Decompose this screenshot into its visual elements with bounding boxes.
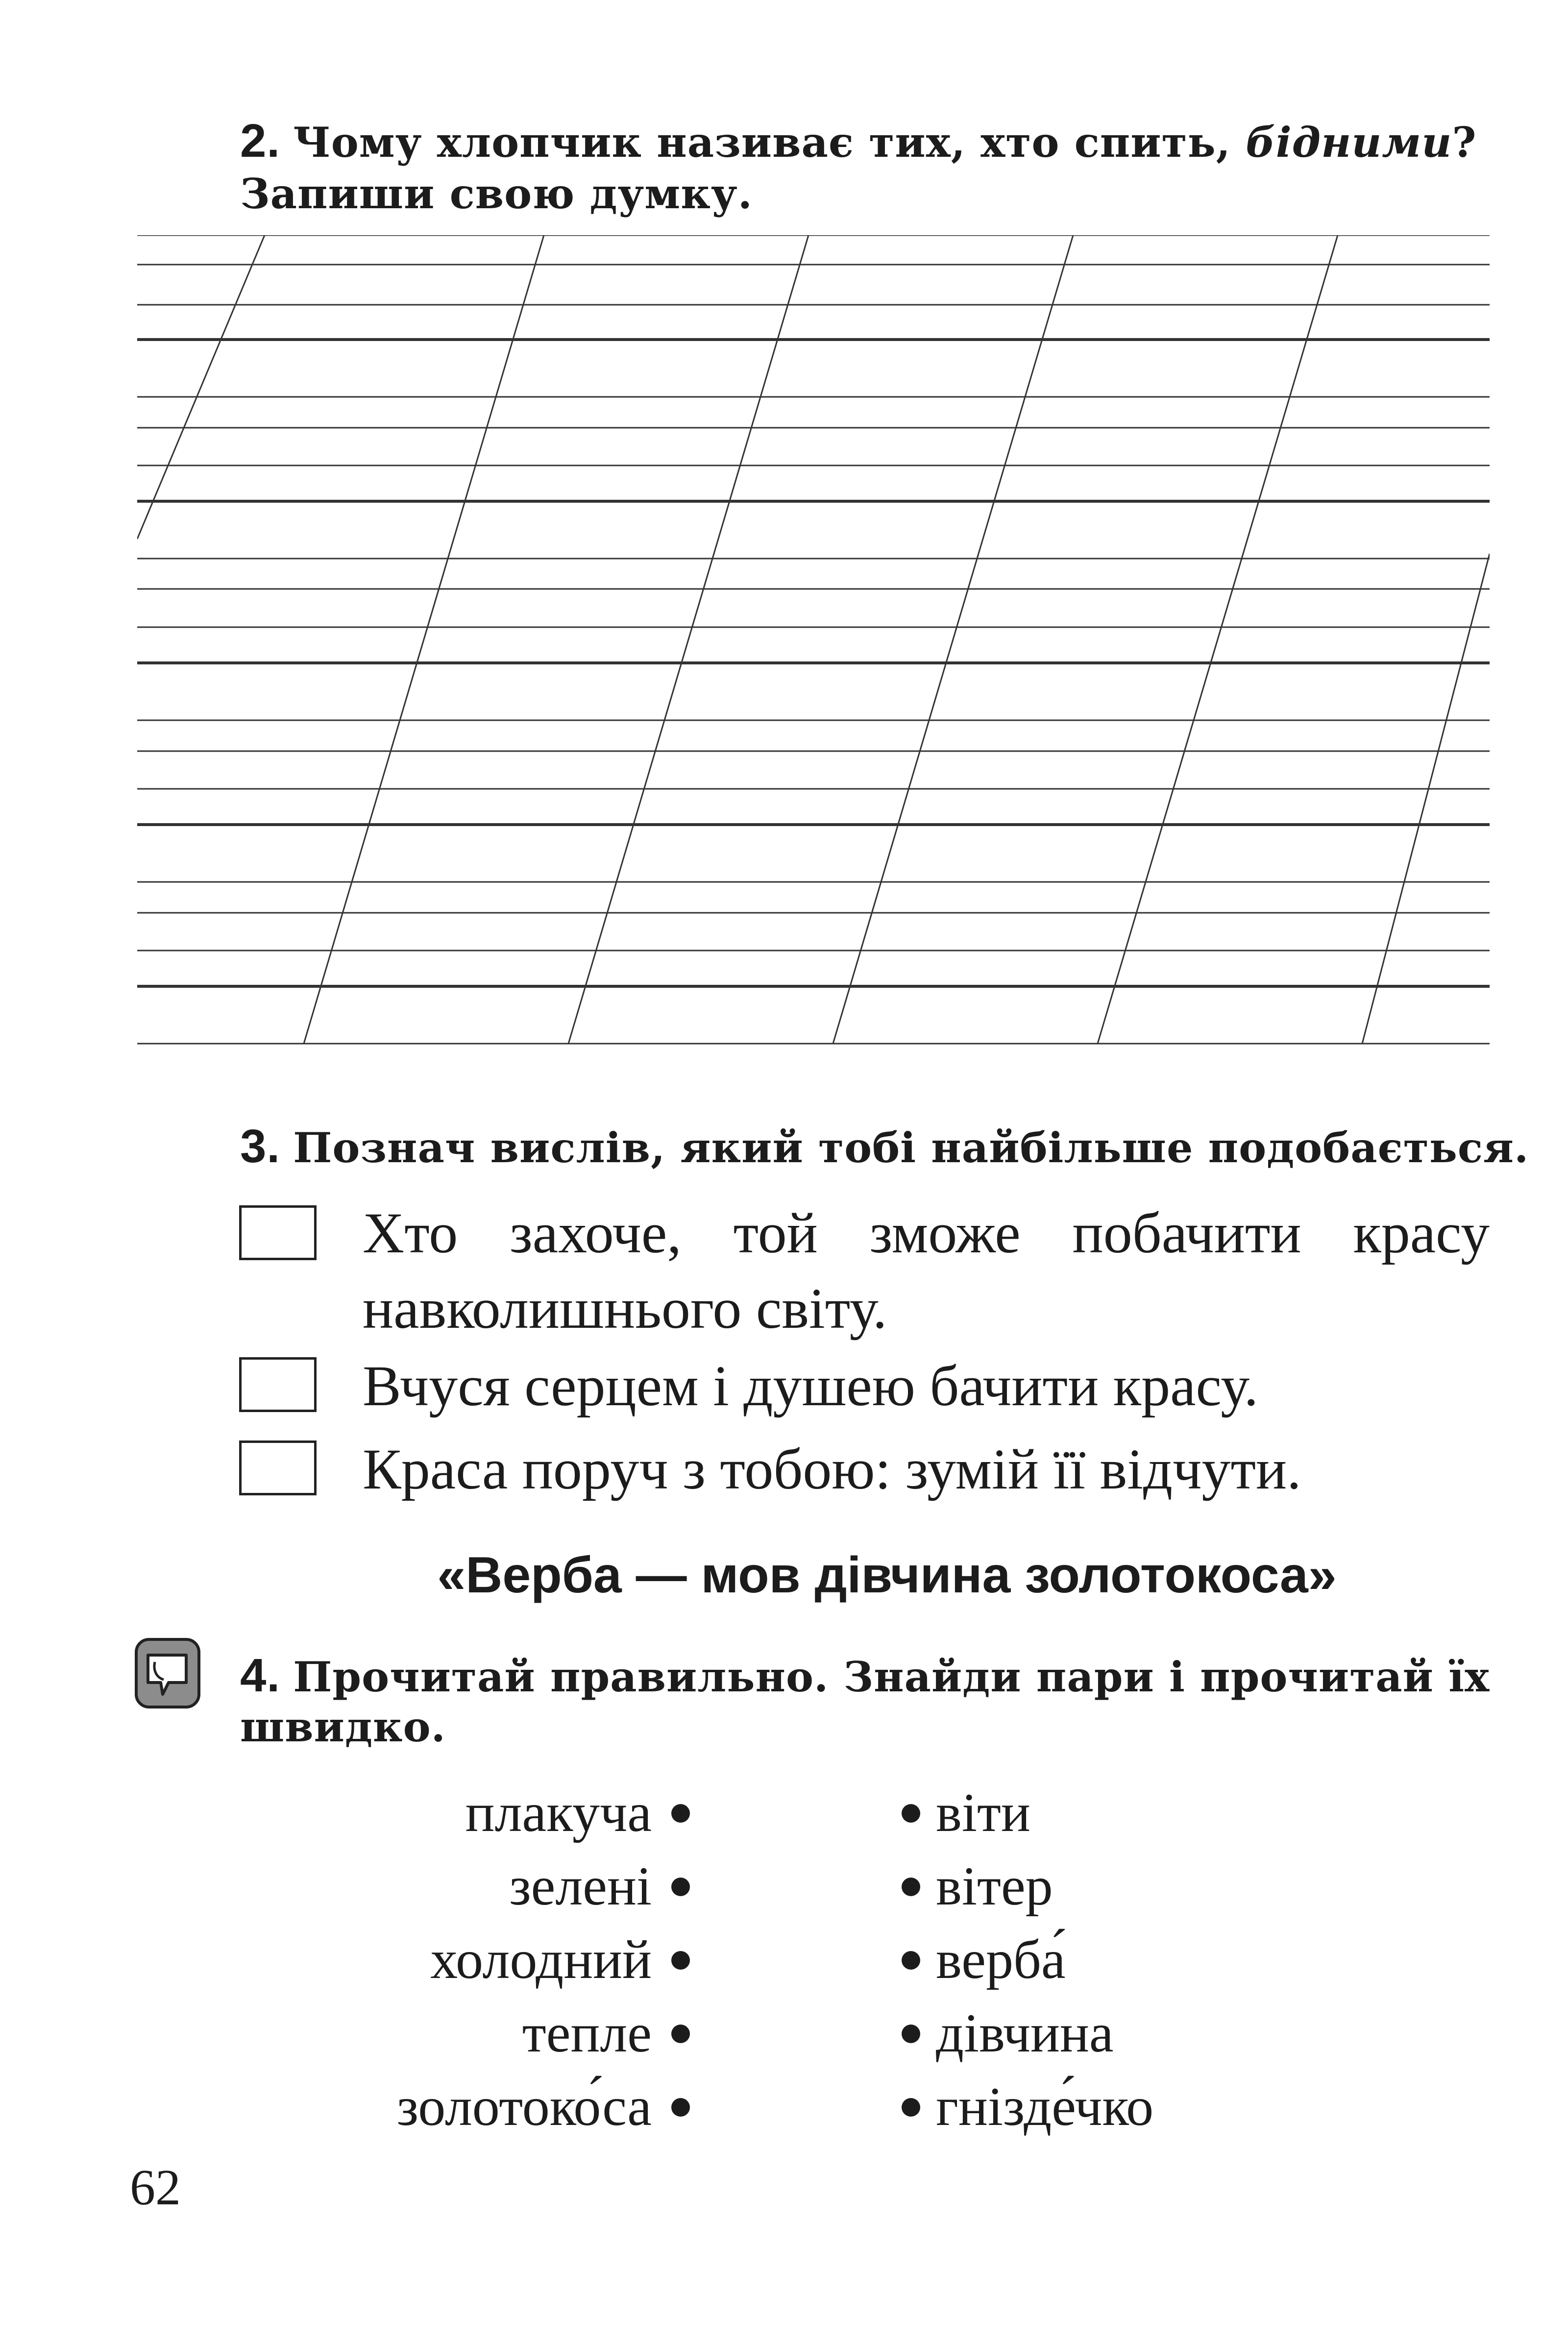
page-number: 62 (130, 2159, 181, 2216)
left-word-4: тепле (522, 2003, 652, 2064)
right-word-1: віти (936, 1782, 1030, 1843)
task-3-heading (240, 1117, 1529, 1177)
task-number: 3. (240, 1120, 281, 1172)
handwriting-grid[interactable] (137, 235, 1490, 1049)
left-dot-5[interactable] (671, 2098, 690, 2117)
left-word-3: холодний (430, 1929, 652, 1990)
right-word-4: дівчина (936, 2003, 1114, 2064)
left-word-2: зелені (509, 1856, 652, 1917)
option-1-text: Хто захоче, той зможе побачити красу навколишнього світу. (363, 1201, 1490, 1341)
right-dot-3[interactable] (902, 1951, 920, 1970)
option-1-checkbox[interactable] (239, 1205, 317, 1260)
task-2-instruction: Запиши свою думку. (240, 170, 753, 218)
option-2-text: Вчуся серцем і душею бачити красу. (363, 1354, 1258, 1418)
section-title: «Верба — мов дівчина золотокоса» (437, 1547, 1337, 1604)
left-dot-2[interactable] (671, 1878, 690, 1896)
right-word-3: верба́ (936, 1929, 1066, 1990)
task-3-prompt: Познач вислів, який тобі найбільше подобається. (293, 1123, 1529, 1172)
reading-icon (133, 1636, 202, 1710)
left-dot-4[interactable] (671, 2025, 690, 2043)
task-4-prompt-continued: швидко. (240, 1703, 446, 1751)
option-3-text: Краса поруч з тобою: зумій її відчути. (363, 1437, 1301, 1501)
left-dot-3[interactable] (671, 1951, 690, 1970)
right-dot-1[interactable] (902, 1804, 920, 1823)
task-2-question-mark: ? (1452, 118, 1477, 167)
task-2-question-text: Чому хлопчик називає тих, хто спить, (293, 118, 1231, 167)
task-number: 2. (240, 115, 281, 167)
grid-slant-lines (137, 235, 1490, 1044)
task-2-italic-word: бідними (1246, 118, 1452, 167)
task-4-prompt: Прочитай правильно. Знайди пари і прочитай їх (293, 1653, 1490, 1701)
left-word-5: золотоко́са (396, 2076, 652, 2137)
task-2-heading-line-2 (240, 165, 1494, 223)
right-word-2: вітер (936, 1856, 1053, 1917)
right-dot-5[interactable] (902, 2098, 920, 2117)
task-number: 4. (240, 1649, 281, 1702)
left-word-1: плакуча (465, 1782, 652, 1843)
option-3-checkbox[interactable] (239, 1440, 317, 1495)
task-2-heading-line-1 (240, 112, 1494, 172)
right-dot-2[interactable] (902, 1878, 920, 1896)
right-dot-4[interactable] (902, 2025, 920, 2043)
left-dot-1[interactable] (671, 1804, 690, 1823)
right-word-5: гнізде́чко (936, 2076, 1154, 2137)
task-4-heading-line-2 (240, 1698, 1494, 1757)
option-2-checkbox[interactable] (239, 1357, 317, 1412)
